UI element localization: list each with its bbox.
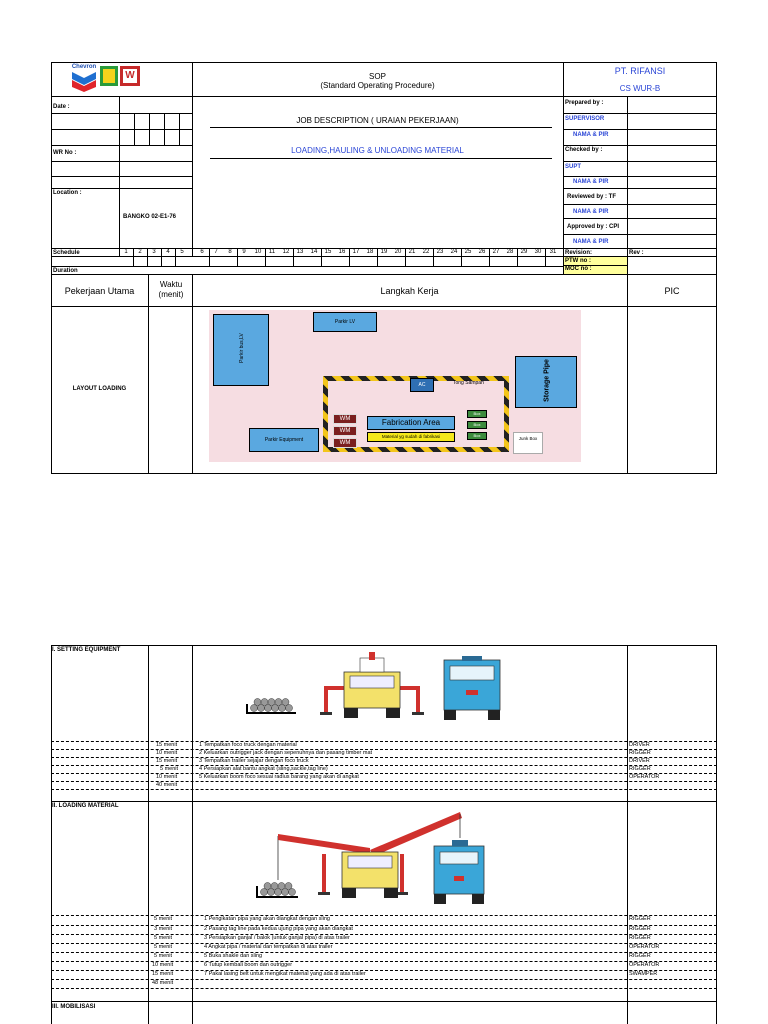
s1-text-5: 5 Keluarkan boom foco sesuai radius barang yang akan di angkat <box>199 774 359 780</box>
s2-time-1: 5 menit <box>154 916 173 922</box>
s2-pic-7: SWAMPER <box>629 971 658 977</box>
location-label: Location : <box>53 190 82 196</box>
s1-text-2: 2 Keluarkan outrigger jack dengan sepenuhnya dan pasang timber mat <box>199 750 373 756</box>
layout-diagram <box>209 310 581 462</box>
nama-pir-2: NAMA & PIR <box>573 179 609 185</box>
reviewed-by-label: Reviewed by : TF <box>567 194 617 200</box>
section2-title: II. LOADING MATERIAL <box>52 803 119 809</box>
nama-pir-1: NAMA & PIR <box>573 132 609 138</box>
wm-box-3: WM <box>333 438 357 448</box>
s1-pic-1: DRIVER <box>629 742 650 748</box>
s1-text-3: 3 Tempatkan trailer sejajar dengan foco truck <box>199 758 309 764</box>
layout-loading-label: LAYOUT LOADING <box>72 386 127 392</box>
box-2: Box <box>467 421 487 429</box>
date-label: Date : <box>53 104 70 110</box>
s2-pic-1: RIGGER <box>629 916 651 922</box>
tong-sampah-label: Tong Sampah <box>453 380 484 386</box>
s2-pic-3: RIGGER <box>629 935 651 941</box>
box-1: Box <box>467 410 487 418</box>
sop-subtitle: (Standard Operating Procedure) <box>320 81 435 90</box>
loading-material-illustration <box>250 808 510 908</box>
wr-no-label: WR No : <box>53 150 77 156</box>
s1-time-total: 40 menit <box>156 782 178 788</box>
setting-equipment-illustration <box>240 652 510 722</box>
s1-time-3: 15 menit <box>156 758 178 764</box>
s2-text-1: 1 Pengikatan pipa yang akan diangkat dengan sling <box>204 916 330 922</box>
s2-pic-2: RIGGER <box>629 926 651 932</box>
lifted-pipe-icon <box>256 836 298 898</box>
s2-time-3: 5 menit <box>154 935 173 941</box>
s2-text-2: 2 Pasang tag line pada kedua ujung pipa yang akan diangkat <box>204 926 353 932</box>
s2-pic-4: OPERATOR <box>629 944 660 950</box>
chevron-emblem-icon <box>70 70 98 92</box>
job-title: LOADING,HAULING & UNLOADING MATERIAL <box>291 146 464 155</box>
material-fabricated-box: Material yg sudah di fabrikasi <box>367 432 455 442</box>
s1-pic-3: DRIVER <box>629 758 650 764</box>
revision-label: Revision: <box>565 250 593 256</box>
chevron-logo-text: Chevron <box>71 64 97 70</box>
parkir-bus-lv-box: Parkir bus,LV <box>213 314 269 386</box>
box-3: Box <box>467 432 487 440</box>
rev-label: Rev : <box>629 250 644 256</box>
s1-time-4: 5 menit <box>160 766 179 772</box>
wm-box-2: WM <box>333 426 357 436</box>
wm-box-1: WM <box>333 414 357 424</box>
s2-time-2: 3 menit <box>154 926 173 932</box>
s2-pic-5: RIGGER <box>629 953 651 959</box>
crane-truck-icon <box>320 652 424 718</box>
s1-pic-2: RIGGER <box>629 750 651 756</box>
nama-pir-4: NAMA & PIR <box>573 239 609 245</box>
s1-time-2: 10 menit <box>156 750 178 756</box>
company-name: PT. RIFANSI <box>614 66 666 76</box>
checked-by-label: Checked by : <box>565 147 603 153</box>
s2-time-total: 48 menit <box>152 980 174 986</box>
col-waktu: Waktu (menit) <box>158 280 184 299</box>
s1-pic-4: RIGGER <box>629 766 651 772</box>
schedule-label: Schedule <box>53 250 80 256</box>
approved-by-label: Approved by : CPI <box>567 224 620 230</box>
s2-text-6: 6 Tutup kembali boom dan outrigger <box>204 962 293 968</box>
s2-text-4: 4 Angkat pipa / material dan tempatkan di atas trailer <box>204 944 333 950</box>
schedule-days: 1 2 3 4 5 6 7 8 9 10 11 12 13 14 15 16 17 18 19 20 21 22 23 24 25 26 27 28 29 30 31 <box>124 249 557 255</box>
crane-truck-icon <box>342 852 398 898</box>
ptw-no-label: PTW no : <box>565 258 591 264</box>
pipe-stack-icon <box>246 699 296 715</box>
supervisor-label: SUPERVISOR <box>565 116 605 122</box>
duration-label: Duration <box>53 268 78 274</box>
s2-text-5: 5 Buka shakle dan sling <box>204 953 263 959</box>
fabrication-area-box: Fabrication Area <box>367 416 455 430</box>
ac-box: AC <box>410 378 434 392</box>
s1-time-1: 15 menit <box>156 742 178 748</box>
sop-title: SOP <box>369 72 386 81</box>
junk-box: Junk Box <box>513 432 543 454</box>
s1-text-4: 4 Persiapkan alat bantu angkat (sling,sackle,tag line) <box>199 766 328 772</box>
trailer-truck-icon <box>444 656 500 720</box>
chevron-logo <box>70 64 98 90</box>
division-name: CS WUR-B <box>619 84 661 93</box>
parkir-lv-box: Parkir LV <box>313 312 377 332</box>
caltex-logo-icon <box>100 66 118 86</box>
logo-area <box>68 62 158 92</box>
s1-time-5: 10 menit <box>156 774 178 780</box>
s2-time-7: 15 menit <box>152 971 174 977</box>
s2-text-3: 3 Persiapkan ganjal / balok (untuk ganjal pipa) di atas trailer <box>204 935 350 941</box>
col-langkah-kerja: Langkah Kerja <box>380 286 439 296</box>
prepared-by-label: Prepared by : <box>565 100 604 106</box>
trailer-truck-icon <box>434 840 484 904</box>
moc-no-label: MOC no : <box>565 266 592 272</box>
s2-pic-6: OPERATOR <box>629 962 660 968</box>
section3-title: III. MOBILISASI <box>52 1004 96 1010</box>
nama-pir-3: NAMA & PIR <box>573 209 609 215</box>
storage-pipe-box: Storage Pipe <box>515 356 577 408</box>
col-pic: PIC <box>664 286 680 296</box>
section1-title: I. SETTING EQUIPMENT <box>52 647 121 653</box>
s2-text-7: 7 Pakai lasing belt untuk mengikat material yang ada di atas trailer <box>204 971 366 977</box>
s2-time-6: 10 menit <box>152 962 174 968</box>
parkir-equipment-box: Parkir Equipment <box>249 428 319 452</box>
s1-text-1: 1 Tempatkan foco truck dengan material <box>199 742 297 748</box>
s2-time-4: 5 menit <box>154 944 173 950</box>
s1-pic-5: OPERATOR <box>629 774 660 780</box>
s2-time-5: 5 menit <box>154 953 173 959</box>
texaco-logo-icon: W <box>120 66 140 86</box>
col-pekerjaan-utama: Pekerjaan Utama <box>64 286 135 296</box>
supt-label: SUPT <box>565 164 582 170</box>
job-description-title: JOB DESCRIPTION ( URAIAN PEKERJAAN) <box>296 116 459 125</box>
location-value: BANGKO 02-E1-76 <box>123 214 177 220</box>
